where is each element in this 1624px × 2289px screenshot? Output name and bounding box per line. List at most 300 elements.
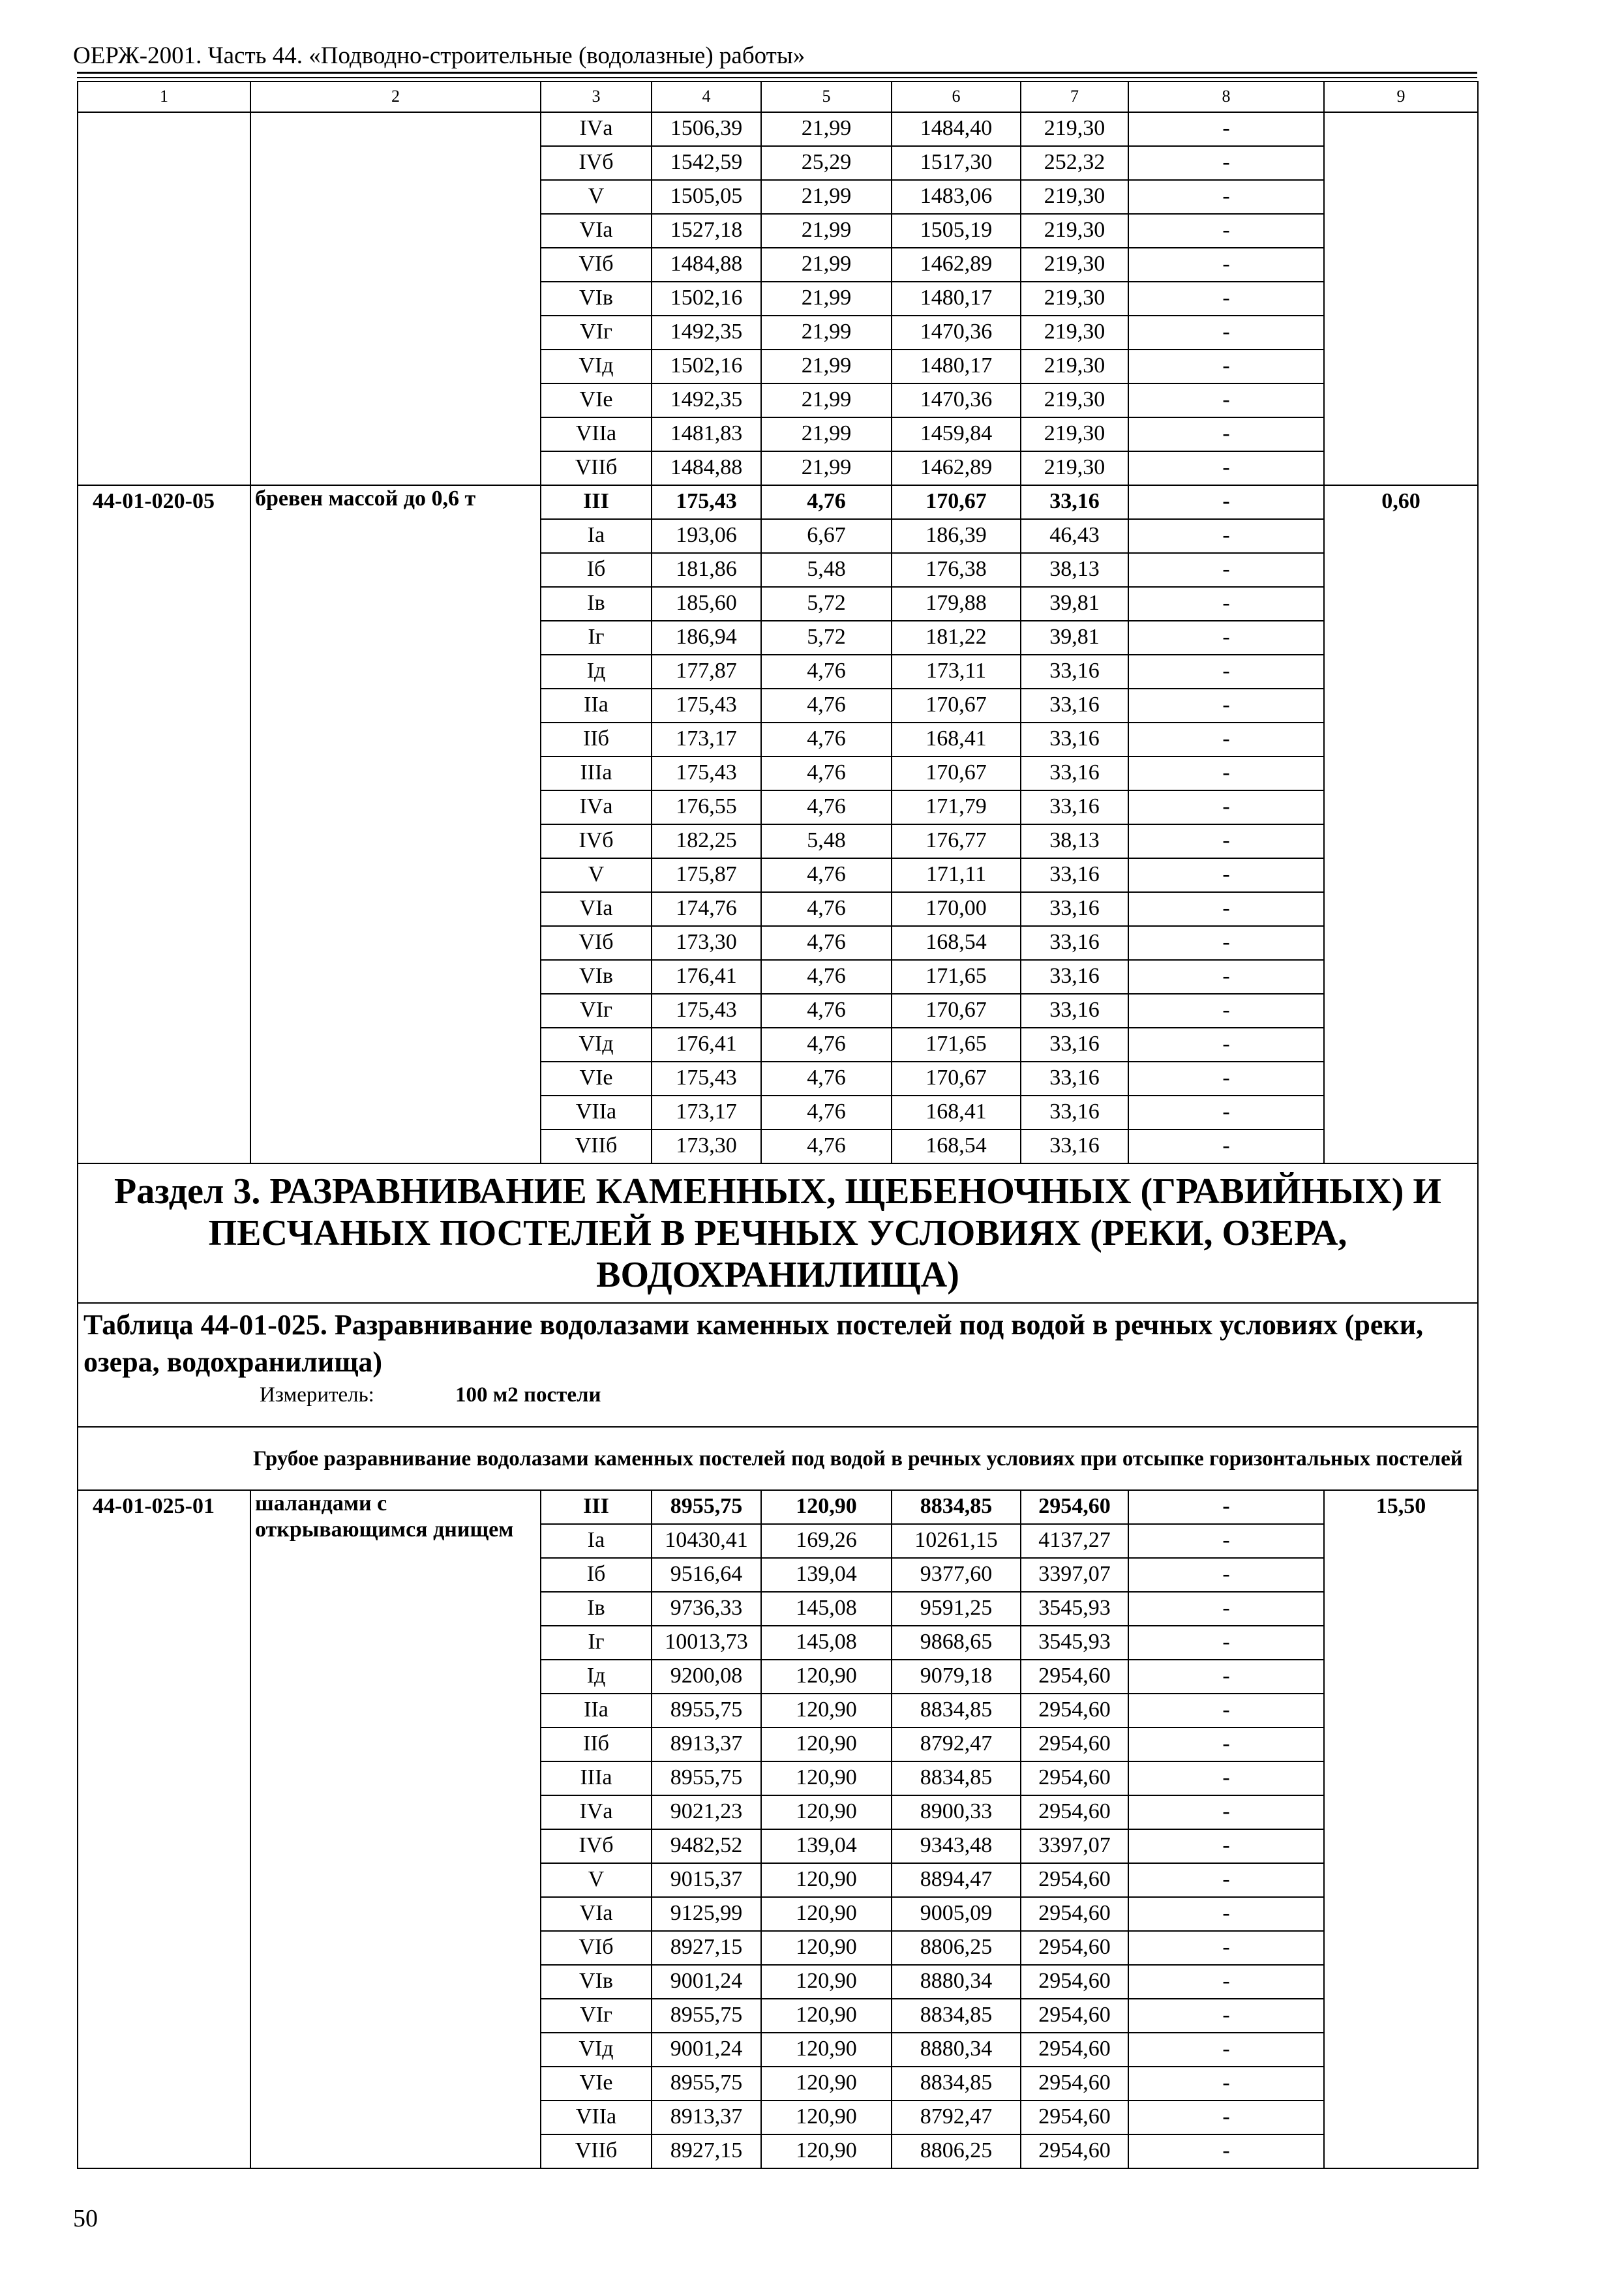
blank-cell xyxy=(78,1427,250,1490)
value-cell: 9001,24 xyxy=(652,2033,761,2067)
value-cell: - xyxy=(1128,383,1324,417)
value-cell: 168,54 xyxy=(892,1130,1021,1163)
value-cell: 39,81 xyxy=(1021,621,1128,655)
table-title: Таблица 44-01-025. Разравнивание водолазами каменных постелей под водой в речных условиях (реки, озера, водохранилища) xyxy=(83,1309,1424,1378)
value-cell: - xyxy=(1128,1897,1324,1931)
value-cell: 145,08 xyxy=(761,1592,892,1626)
value-cell: 1481,83 xyxy=(652,417,761,451)
zone-cell: Iг xyxy=(541,621,652,655)
value-cell: - xyxy=(1128,2134,1324,2168)
value-cell: 176,38 xyxy=(892,553,1021,587)
zone-cell: IIб xyxy=(541,723,652,756)
value-cell: 33,16 xyxy=(1021,790,1128,824)
column-number: 5 xyxy=(761,82,892,112)
value-cell: 193,06 xyxy=(652,519,761,553)
value-cell: 4,76 xyxy=(761,1062,892,1096)
value-cell: 120,90 xyxy=(761,1965,892,1999)
value-cell: - xyxy=(1128,1626,1324,1660)
value-cell: 33,16 xyxy=(1021,689,1128,723)
value-cell: 2954,60 xyxy=(1021,1795,1128,1829)
value-cell: 185,60 xyxy=(652,587,761,621)
value-cell: 8913,37 xyxy=(652,1728,761,1761)
column-number: 2 xyxy=(250,82,541,112)
value-cell: 1492,35 xyxy=(652,383,761,417)
value-cell: 139,04 xyxy=(761,1829,892,1863)
value-cell: 4,76 xyxy=(761,1028,892,1062)
value-cell: 33,16 xyxy=(1021,1028,1128,1062)
value-cell: 1480,17 xyxy=(892,282,1021,316)
zone-cell: III xyxy=(541,1490,652,1524)
value-cell: 176,55 xyxy=(652,790,761,824)
value-cell: 179,88 xyxy=(892,587,1021,621)
value-cell: 4137,27 xyxy=(1021,1524,1128,1558)
value-cell: 173,30 xyxy=(652,926,761,960)
column-number: 9 xyxy=(1324,82,1478,112)
value-cell: 120,90 xyxy=(761,1761,892,1795)
value-cell: 173,17 xyxy=(652,1096,761,1130)
zone-cell: Iд xyxy=(541,1660,652,1694)
value-cell: 219,30 xyxy=(1021,451,1128,485)
value-cell: 219,30 xyxy=(1021,417,1128,451)
value-cell: 8834,85 xyxy=(892,1490,1021,1524)
zone-cell: VIб xyxy=(541,1931,652,1965)
value-cell: 9482,52 xyxy=(652,1829,761,1863)
value-cell: 120,90 xyxy=(761,1999,892,2033)
value-cell: 4,76 xyxy=(761,485,892,519)
value-cell: 8792,47 xyxy=(892,1728,1021,1761)
value-cell: 170,67 xyxy=(892,689,1021,723)
zone-cell: VIе xyxy=(541,383,652,417)
value-cell: 33,16 xyxy=(1021,892,1128,926)
value-cell: 171,65 xyxy=(892,1028,1021,1062)
zone-cell: VIб xyxy=(541,248,652,282)
value-cell: 9015,37 xyxy=(652,1863,761,1897)
value-cell: 33,16 xyxy=(1021,960,1128,994)
zone-cell: V xyxy=(541,858,652,892)
value-cell: 33,16 xyxy=(1021,1130,1128,1163)
value-cell: - xyxy=(1128,214,1324,248)
value-cell: 219,30 xyxy=(1021,248,1128,282)
value-cell: 10261,15 xyxy=(892,1524,1021,1558)
value-cell: 170,67 xyxy=(892,994,1021,1028)
value-cell: - xyxy=(1128,1096,1324,1130)
value-cell: 219,30 xyxy=(1021,316,1128,350)
value-cell: 9591,25 xyxy=(892,1592,1021,1626)
value-cell: 168,41 xyxy=(892,1096,1021,1130)
value-cell: - xyxy=(1128,1829,1324,1863)
value-cell: 21,99 xyxy=(761,417,892,451)
value-cell: 8955,75 xyxy=(652,1490,761,1524)
value-cell: 2954,60 xyxy=(1021,1761,1128,1795)
value-cell: 168,41 xyxy=(892,723,1021,756)
zone-cell: Iа xyxy=(541,519,652,553)
zone-cell: VIг xyxy=(541,994,652,1028)
value-cell: 1470,36 xyxy=(892,316,1021,350)
value-cell: 9516,64 xyxy=(652,1558,761,1592)
value-cell: 219,30 xyxy=(1021,180,1128,214)
value-cell: 4,76 xyxy=(761,756,892,790)
value-cell: - xyxy=(1128,1524,1324,1558)
value-cell: - xyxy=(1128,994,1324,1028)
value-cell: - xyxy=(1128,689,1324,723)
column-number: 6 xyxy=(892,82,1021,112)
value-cell: 8880,34 xyxy=(892,2033,1021,2067)
value-cell: 8955,75 xyxy=(652,1999,761,2033)
value-cell: 181,22 xyxy=(892,621,1021,655)
value-cell: 168,54 xyxy=(892,926,1021,960)
zone-cell: IIIа xyxy=(541,756,652,790)
value-cell: 21,99 xyxy=(761,248,892,282)
zone-cell: VIв xyxy=(541,282,652,316)
zone-cell: IVб xyxy=(541,1829,652,1863)
value-cell: - xyxy=(1128,1965,1324,1999)
value-cell: 2954,60 xyxy=(1021,1931,1128,1965)
zone-cell: V xyxy=(541,180,652,214)
zone-cell: IVа xyxy=(541,790,652,824)
value-cell: 4,76 xyxy=(761,960,892,994)
value-cell: - xyxy=(1128,519,1324,553)
zone-cell: VIIб xyxy=(541,1130,652,1163)
value-cell: 1462,89 xyxy=(892,248,1021,282)
value-cell: 21,99 xyxy=(761,316,892,350)
value-cell: 25,29 xyxy=(761,146,892,180)
column-number: 8 xyxy=(1128,82,1324,112)
zone-cell: Iв xyxy=(541,1592,652,1626)
table-title-cell xyxy=(78,1303,1478,1427)
value-cell: - xyxy=(1128,1761,1324,1795)
value-cell: 219,30 xyxy=(1021,282,1128,316)
value-cell: 3545,93 xyxy=(1021,1626,1128,1660)
value-cell: 8792,47 xyxy=(892,2101,1021,2134)
value-cell: 21,99 xyxy=(761,350,892,383)
zone-cell: IIа xyxy=(541,1694,652,1728)
zone-cell: VIIа xyxy=(541,417,652,451)
table-row xyxy=(78,112,1478,146)
value-cell: 2954,60 xyxy=(1021,1863,1128,1897)
header-rule xyxy=(77,72,1477,74)
value-cell: 9005,09 xyxy=(892,1897,1021,1931)
value-cell: 3397,07 xyxy=(1021,1558,1128,1592)
zone-cell: Iв xyxy=(541,587,652,621)
rate-name xyxy=(250,112,541,485)
value-cell: 2954,60 xyxy=(1021,1660,1128,1694)
value-cell: 10013,73 xyxy=(652,1626,761,1660)
value-cell: 1484,40 xyxy=(892,112,1021,146)
value-cell: 252,32 xyxy=(1021,146,1128,180)
value-cell: 175,43 xyxy=(652,1062,761,1096)
zone-cell: VIв xyxy=(541,960,652,994)
zone-cell: VIа xyxy=(541,214,652,248)
value-cell: 21,99 xyxy=(761,451,892,485)
zone-cell: VIг xyxy=(541,316,652,350)
value-cell: 38,13 xyxy=(1021,824,1128,858)
value-cell: 33,16 xyxy=(1021,485,1128,519)
value-cell: 175,43 xyxy=(652,756,761,790)
value-cell: 1517,30 xyxy=(892,146,1021,180)
value-cell: 2954,60 xyxy=(1021,1728,1128,1761)
zone-cell: Iб xyxy=(541,1558,652,1592)
value-cell: - xyxy=(1128,1999,1324,2033)
zone-cell: III xyxy=(541,485,652,519)
value-cell: 8927,15 xyxy=(652,1931,761,1965)
value-cell: 177,87 xyxy=(652,655,761,689)
value-cell: 21,99 xyxy=(761,383,892,417)
value-cell: 9079,18 xyxy=(892,1660,1021,1694)
zone-cell: Iг xyxy=(541,1626,652,1660)
column-number: 4 xyxy=(652,82,761,112)
value-cell: - xyxy=(1128,2033,1324,2067)
column-number-row xyxy=(78,82,1478,112)
value-cell: 2954,60 xyxy=(1021,1694,1128,1728)
value-cell: - xyxy=(1128,1863,1324,1897)
value-cell: 174,76 xyxy=(652,892,761,926)
value-cell: 2954,60 xyxy=(1021,2033,1128,2067)
value-cell: 120,90 xyxy=(761,1694,892,1728)
value-cell: 173,30 xyxy=(652,1130,761,1163)
value-cell: - xyxy=(1128,960,1324,994)
zone-cell: IVб xyxy=(541,146,652,180)
value-cell: 33,16 xyxy=(1021,1096,1128,1130)
column-number: 7 xyxy=(1021,82,1128,112)
value-cell: 2954,60 xyxy=(1021,2134,1128,2168)
value-cell: 9021,23 xyxy=(652,1795,761,1829)
value-cell: 120,90 xyxy=(761,1897,892,1931)
value-cell: 3545,93 xyxy=(1021,1592,1128,1626)
value-cell: 139,04 xyxy=(761,1558,892,1592)
value-cell: 1505,05 xyxy=(652,180,761,214)
value-cell: 175,43 xyxy=(652,485,761,519)
value-cell: - xyxy=(1128,1028,1324,1062)
col9-value: 0,60 xyxy=(1324,485,1478,1163)
value-cell: 2954,60 xyxy=(1021,2101,1128,2134)
zone-cell: Iб xyxy=(541,553,652,587)
page-header: ОЕРЖ-2001. Часть 44. «Подводно-строительные (водолазные) работы» xyxy=(73,42,805,69)
value-cell: 21,99 xyxy=(761,180,892,214)
table-row xyxy=(78,485,1478,519)
header-rule-thin xyxy=(77,77,1477,78)
value-cell: 33,16 xyxy=(1021,723,1128,756)
value-cell: 21,99 xyxy=(761,282,892,316)
value-cell: 8834,85 xyxy=(892,1694,1021,1728)
zone-cell: VIIа xyxy=(541,2101,652,2134)
value-cell: 1502,16 xyxy=(652,350,761,383)
value-cell: 9125,99 xyxy=(652,1897,761,1931)
value-cell: - xyxy=(1128,621,1324,655)
zone-cell: V xyxy=(541,1863,652,1897)
value-cell: 8806,25 xyxy=(892,1931,1021,1965)
value-cell: 2954,60 xyxy=(1021,1965,1128,1999)
value-cell: 171,11 xyxy=(892,858,1021,892)
value-cell: - xyxy=(1128,180,1324,214)
value-cell: 4,76 xyxy=(761,790,892,824)
subheading-row xyxy=(78,1427,1478,1490)
value-cell: 1527,18 xyxy=(652,214,761,248)
zone-cell: Iа xyxy=(541,1524,652,1558)
measure-line xyxy=(83,1381,1472,1409)
value-cell: 120,90 xyxy=(761,1660,892,1694)
value-cell: - xyxy=(1128,824,1324,858)
col9-value: 15,50 xyxy=(1324,1490,1478,2168)
value-cell: 181,86 xyxy=(652,553,761,587)
value-cell: - xyxy=(1128,1795,1324,1829)
value-cell: 8913,37 xyxy=(652,2101,761,2134)
column-number: 3 xyxy=(541,82,652,112)
zone-cell: VIд xyxy=(541,2033,652,2067)
value-cell: 120,90 xyxy=(761,1863,892,1897)
value-cell: 33,16 xyxy=(1021,926,1128,960)
rate-name: шаландами с открывающимся днищем xyxy=(250,1490,541,2168)
value-cell: 8900,33 xyxy=(892,1795,1021,1829)
value-cell: 4,76 xyxy=(761,655,892,689)
value-cell: - xyxy=(1128,1062,1324,1096)
value-cell: 2954,60 xyxy=(1021,1999,1128,2033)
value-cell: - xyxy=(1128,282,1324,316)
value-cell: - xyxy=(1128,1931,1324,1965)
value-cell: 8894,47 xyxy=(892,1863,1021,1897)
zone-cell: IVб xyxy=(541,824,652,858)
value-cell: - xyxy=(1128,756,1324,790)
zone-cell: VIг xyxy=(541,1999,652,2033)
value-cell: 219,30 xyxy=(1021,214,1128,248)
measure-label: Измеритель: xyxy=(260,1383,374,1407)
value-cell: 176,77 xyxy=(892,824,1021,858)
value-cell: 33,16 xyxy=(1021,655,1128,689)
value-cell: - xyxy=(1128,485,1324,519)
section-title: Раздел 3. РАЗРАВНИВАНИЕ КАМЕННЫХ, ЩЕБЕНОЧНЫХ (ГРАВИЙНЫХ) И ПЕСЧАНЫХ ПОСТЕЛЕЙ В РЕЧНЫХ УСЛОВИЯХ (РЕКИ, ОЗЕРА, ВОДОХРАНИЛИЩА) xyxy=(78,1163,1478,1303)
value-cell: 173,11 xyxy=(892,655,1021,689)
value-cell: 33,16 xyxy=(1021,858,1128,892)
value-cell: 9868,65 xyxy=(892,1626,1021,1660)
value-cell: 175,43 xyxy=(652,689,761,723)
value-cell: 120,90 xyxy=(761,1931,892,1965)
value-cell: 8834,85 xyxy=(892,1761,1021,1795)
table-row xyxy=(78,1490,1478,1524)
value-cell: 4,76 xyxy=(761,858,892,892)
value-cell: 8880,34 xyxy=(892,1965,1021,1999)
value-cell: 9001,24 xyxy=(652,1965,761,1999)
value-cell: - xyxy=(1128,417,1324,451)
value-cell: - xyxy=(1128,1490,1324,1524)
value-cell: 9200,08 xyxy=(652,1660,761,1694)
value-cell: - xyxy=(1128,723,1324,756)
value-cell: 39,81 xyxy=(1021,587,1128,621)
value-cell: 33,16 xyxy=(1021,756,1128,790)
value-cell: 120,90 xyxy=(761,2134,892,2168)
value-cell: 171,79 xyxy=(892,790,1021,824)
value-cell: - xyxy=(1128,790,1324,824)
zone-cell: VIб xyxy=(541,926,652,960)
value-cell: - xyxy=(1128,892,1324,926)
value-cell: 145,08 xyxy=(761,1626,892,1660)
zone-cell: VIв xyxy=(541,1965,652,1999)
value-cell: 1470,36 xyxy=(892,383,1021,417)
value-cell: - xyxy=(1128,451,1324,485)
value-cell: 120,90 xyxy=(761,1795,892,1829)
value-cell: 2954,60 xyxy=(1021,1490,1128,1524)
value-cell: 1505,19 xyxy=(892,214,1021,248)
value-cell: 4,76 xyxy=(761,1096,892,1130)
value-cell: 186,39 xyxy=(892,519,1021,553)
value-cell: 170,67 xyxy=(892,756,1021,790)
value-cell: - xyxy=(1128,858,1324,892)
value-cell: - xyxy=(1128,1592,1324,1626)
zone-cell: VIIб xyxy=(541,451,652,485)
value-cell: 10430,41 xyxy=(652,1524,761,1558)
value-cell: - xyxy=(1128,2067,1324,2101)
subheading: Грубое разравнивание водолазами каменных постелей под водой в речных условиях при отсыпке горизонтальных постелей xyxy=(250,1427,1478,1490)
value-cell: 171,65 xyxy=(892,960,1021,994)
value-cell: 9377,60 xyxy=(892,1558,1021,1592)
value-cell: 4,76 xyxy=(761,994,892,1028)
value-cell: 169,26 xyxy=(761,1524,892,1558)
value-cell: 170,00 xyxy=(892,892,1021,926)
value-cell: 1492,35 xyxy=(652,316,761,350)
zone-cell: IIIа xyxy=(541,1761,652,1795)
value-cell: 8955,75 xyxy=(652,2067,761,2101)
value-cell: 182,25 xyxy=(652,824,761,858)
value-cell: 1506,39 xyxy=(652,112,761,146)
value-cell: 8806,25 xyxy=(892,2134,1021,2168)
value-cell: 4,76 xyxy=(761,1130,892,1163)
section-row xyxy=(78,1163,1478,1303)
value-cell: 5,72 xyxy=(761,621,892,655)
value-cell: - xyxy=(1128,1728,1324,1761)
value-cell: 175,43 xyxy=(652,994,761,1028)
value-cell: 4,76 xyxy=(761,689,892,723)
value-cell: 5,48 xyxy=(761,553,892,587)
page-number: 50 xyxy=(73,2205,98,2232)
value-cell: 5,72 xyxy=(761,587,892,621)
zone-cell: IIб xyxy=(541,1728,652,1761)
rate-code: 44-01-020-05 xyxy=(78,485,250,1163)
value-cell: 1480,17 xyxy=(892,350,1021,383)
value-cell: 9736,33 xyxy=(652,1592,761,1626)
value-cell: 1542,59 xyxy=(652,146,761,180)
value-cell: 21,99 xyxy=(761,112,892,146)
column-number: 1 xyxy=(78,82,250,112)
value-cell: 3397,07 xyxy=(1021,1829,1128,1863)
value-cell: - xyxy=(1128,1660,1324,1694)
measure-value: 100 м2 постели xyxy=(455,1383,601,1407)
value-cell: - xyxy=(1128,350,1324,383)
zone-cell: IVа xyxy=(541,1795,652,1829)
value-cell: 1462,89 xyxy=(892,451,1021,485)
value-cell: 8834,85 xyxy=(892,1999,1021,2033)
rates-table xyxy=(77,81,1479,2169)
value-cell: 1459,84 xyxy=(892,417,1021,451)
zone-cell: VIIб xyxy=(541,2134,652,2168)
value-cell: 8955,75 xyxy=(652,1694,761,1728)
zone-cell: VIе xyxy=(541,2067,652,2101)
value-cell: - xyxy=(1128,112,1324,146)
value-cell: 120,90 xyxy=(761,2067,892,2101)
zone-cell: IVа xyxy=(541,112,652,146)
value-cell: - xyxy=(1128,2101,1324,2134)
value-cell: 6,67 xyxy=(761,519,892,553)
value-cell: 1484,88 xyxy=(652,248,761,282)
value-cell: 173,17 xyxy=(652,723,761,756)
col9-value xyxy=(1324,112,1478,485)
value-cell: - xyxy=(1128,248,1324,282)
value-cell: 1502,16 xyxy=(652,282,761,316)
value-cell: 219,30 xyxy=(1021,112,1128,146)
zone-cell: VIе xyxy=(541,1062,652,1096)
value-cell: 21,99 xyxy=(761,214,892,248)
value-cell: 8834,85 xyxy=(892,2067,1021,2101)
value-cell: 186,94 xyxy=(652,621,761,655)
value-cell: - xyxy=(1128,655,1324,689)
rate-code: 44-01-025-01 xyxy=(78,1490,250,2168)
